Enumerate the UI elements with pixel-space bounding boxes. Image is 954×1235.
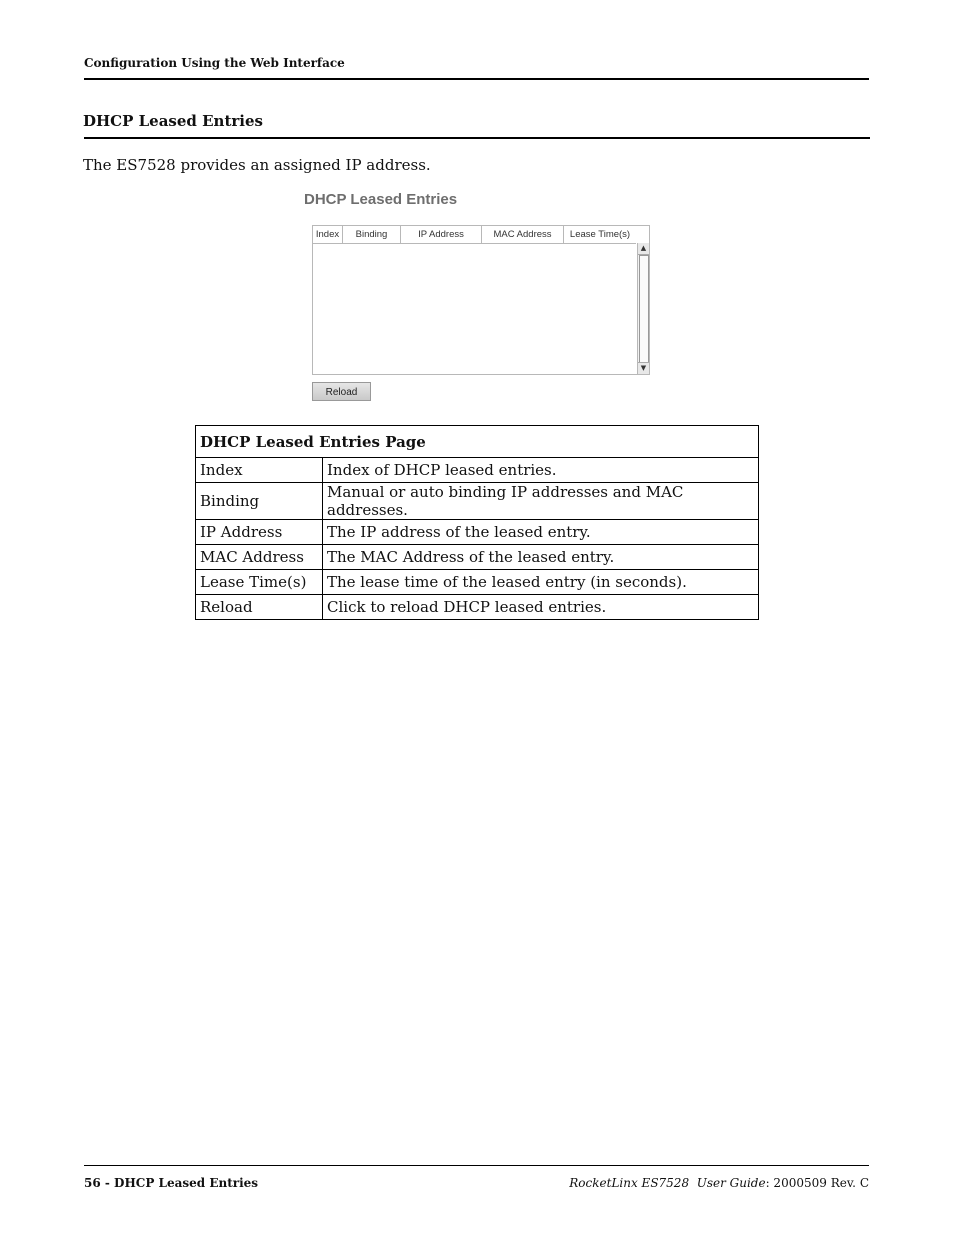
intro-paragraph: The ES7528 provides an assigned IP address. bbox=[83, 156, 431, 174]
table-caption: DHCP Leased Entries Page bbox=[196, 426, 759, 458]
column-header-mac-address[interactable]: MAC Address bbox=[482, 226, 564, 243]
table-term: Binding bbox=[196, 483, 323, 520]
footer-guide: User Guide bbox=[696, 1176, 766, 1190]
list-header bbox=[313, 226, 636, 244]
footer-rule bbox=[84, 1165, 869, 1166]
section-rule bbox=[84, 137, 870, 139]
table-desc: Manual or auto binding IP addresses and MAC addresses. bbox=[323, 483, 759, 520]
table-term: MAC Address bbox=[196, 545, 323, 570]
footer-product: RocketLinx ES7528 bbox=[569, 1176, 690, 1190]
column-header-binding[interactable]: Binding bbox=[343, 226, 401, 243]
header-rule bbox=[84, 78, 869, 80]
table-term: Index bbox=[196, 458, 323, 483]
table-row bbox=[196, 595, 759, 620]
reload-button[interactable]: Reload bbox=[312, 382, 371, 401]
table-row bbox=[196, 570, 759, 595]
table-desc: The lease time of the leased entry (in seconds). bbox=[323, 570, 759, 595]
table-row bbox=[196, 545, 759, 570]
scrollbar-thumb[interactable] bbox=[639, 255, 649, 363]
table-desc: Click to reload DHCP leased entries. bbox=[323, 595, 759, 620]
table-desc: The MAC Address of the leased entry. bbox=[323, 545, 759, 570]
table-desc: Index of DHCP leased entries. bbox=[323, 458, 759, 483]
table-row bbox=[196, 483, 759, 520]
table-term: IP Address bbox=[196, 520, 323, 545]
table-desc: The IP address of the leased entry. bbox=[323, 520, 759, 545]
column-header-lease-time[interactable]: Lease Time(s) bbox=[569, 229, 631, 240]
table-row bbox=[196, 520, 759, 545]
table-term: Reload bbox=[196, 595, 323, 620]
footer-doc-info bbox=[569, 1176, 869, 1190]
leased-entries-list[interactable] bbox=[312, 225, 650, 375]
column-header-ip-address[interactable]: IP Address bbox=[401, 226, 482, 243]
table-row bbox=[196, 458, 759, 483]
section-heading: DHCP Leased Entries bbox=[83, 112, 263, 130]
page-number: 56 - DHCP Leased Entries bbox=[84, 1176, 259, 1190]
vertical-scrollbar[interactable] bbox=[637, 243, 649, 374]
footer-rev: : 2000509 Rev. C bbox=[765, 1176, 869, 1190]
running-head: Configuration Using the Web Interface bbox=[84, 56, 345, 70]
column-header-index[interactable]: Index bbox=[313, 226, 343, 243]
ui-page-title: DHCP Leased Entries bbox=[304, 191, 458, 208]
triangle-up-icon[interactable]: ▲ bbox=[638, 243, 649, 255]
triangle-down-icon[interactable]: ▼ bbox=[638, 362, 649, 374]
description-table bbox=[195, 425, 759, 620]
table-term: Lease Time(s) bbox=[196, 570, 323, 595]
